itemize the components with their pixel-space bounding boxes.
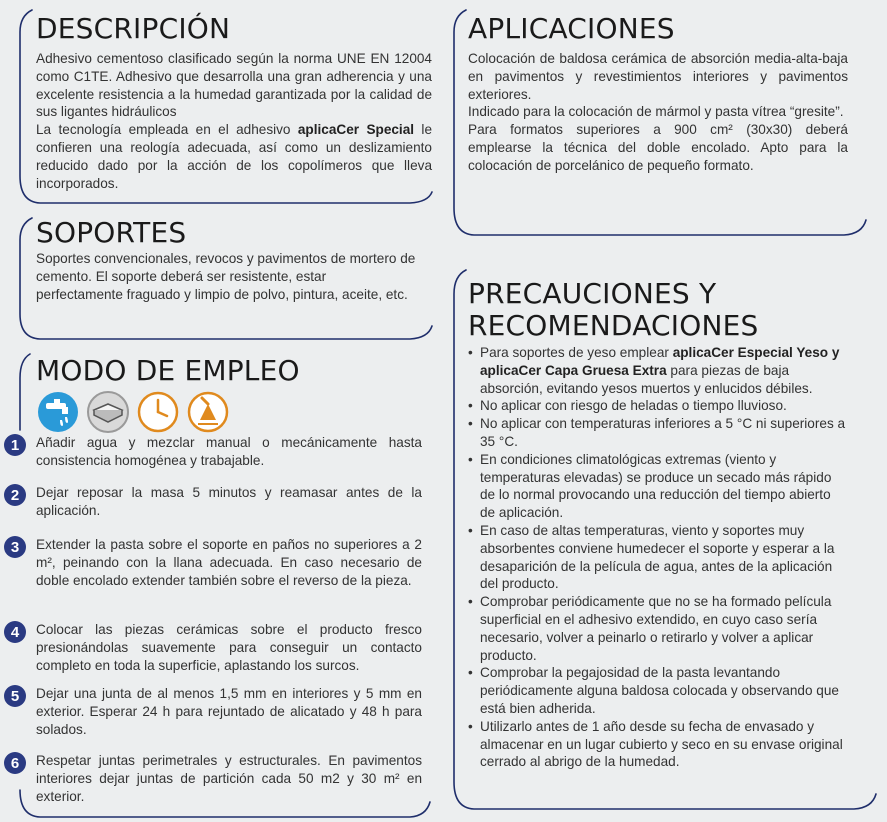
section-title: MODO DE EMPLEO	[36, 354, 300, 387]
bullet: •	[468, 416, 473, 432]
list-item	[468, 415, 848, 451]
descripcion-section	[18, 6, 438, 206]
aplicaciones-paragraph: Para formatos superiores a 900 cm² (30x30) deberá emplearse la técnica del doble encolado. Apto para la colocación de porcelánico de pequeño formato.	[468, 122, 848, 173]
step-text: Respetar juntas perimetrales y estructurales. En pavimentos interiores dejar juntas de partición cada 50 m2 y 30 m² en exterior.	[36, 753, 422, 804]
step-text: Añadir agua y mezclar manual o mecánicamente hasta consistencia homogénea y trabajable.	[36, 435, 422, 468]
step-number: 2	[4, 484, 26, 506]
step-item	[4, 621, 422, 674]
section-title: APLICACIONES	[468, 12, 675, 45]
step-number: 4	[4, 621, 26, 643]
bullet: •	[468, 345, 473, 360]
step-text: Colocar las piezas cerámicas sobre el producto fresco presionándolas suavemente para conseguir un contacto completo en toda la superficie, aplastando los surcos.	[36, 622, 422, 673]
brand-name: aplicaCer Especial Yeso y aplicaCer Capa Gruesa Extra	[480, 345, 840, 378]
step-text: Dejar reposar la masa 5 minutos y reamasar antes de la aplicación.	[36, 485, 422, 518]
text-span: La tecnología empleada en el adhesivo	[36, 122, 298, 138]
descripcion-text	[36, 50, 432, 192]
bullet: •	[468, 665, 473, 681]
modo-empleo-section	[0, 350, 440, 822]
precauciones-list	[468, 344, 848, 771]
step-number: 3	[4, 536, 26, 558]
step-item	[4, 434, 422, 470]
list-item-text: Utilizarlo antes de 1 año desde su fecha de envasado y almacenar en un lugar cubierto y seco en su envase original cerrado al abrigo de la humedad.	[480, 718, 843, 770]
step-number: 6	[4, 752, 26, 774]
aplicaciones-paragraph: Indicado para la colocación de mármol y pasta vítrea “gresite”.	[468, 104, 844, 120]
mixing-tray-icon	[86, 390, 130, 434]
step-text: Dejar una junta de al menos 1,5 mm en interiores y 5 mm en exterior. Esperar 24 h para rejuntado de alicatado y 48 h para solados.	[36, 686, 422, 737]
bullet: •	[468, 398, 473, 414]
step-item	[4, 484, 422, 520]
bullet: •	[468, 451, 473, 467]
usage-icons	[36, 390, 230, 434]
bullet: •	[468, 594, 473, 610]
list-item	[468, 718, 848, 771]
list-item-text: Comprobar la pegajosidad de la pasta levantando periódicamente alguna baldosa colocada y observando que está bien adherida.	[480, 665, 839, 716]
section-title: SOPORTES	[36, 216, 187, 249]
descripcion-paragraph-2	[36, 121, 432, 192]
aplicaciones-section	[452, 6, 872, 238]
list-item-text: No aplicar con riesgo de heladas o tiempo lluvioso.	[480, 398, 787, 414]
list-item	[468, 593, 848, 664]
bullet: •	[468, 522, 473, 538]
list-item	[468, 522, 848, 593]
soportes-section	[18, 214, 438, 342]
soportes-text: Soportes convencionales, revocos y pavimentos de mortero de cemento. El soporte deberá ser resistente, estar perfectamente fraguado y limpio de polvo, pintura, aceite, etc.	[36, 251, 416, 302]
aplicaciones-paragraph: Colocación de baldosa cerámica de absorción media-alta-baja en pavimentos y revestimientos interiores y pavimentos exteriores.	[468, 51, 848, 102]
list-item	[468, 344, 848, 397]
step-number: 1	[4, 434, 26, 456]
aplicaciones-text	[468, 50, 848, 175]
step-number: 5	[4, 685, 26, 707]
section-title: DESCRIPCIÓN	[36, 12, 231, 45]
list-item	[468, 397, 848, 415]
descripcion-paragraph: Adhesivo cementoso clasificado según la norma UNE EN 12004 como C1TE. Adhesivo que desarrolla una gran adherencia y una excelente resistencia a la humedad garantizada por la calidad de sus ligantes hidráulicos	[36, 51, 432, 120]
precauciones-section	[452, 262, 882, 814]
water-tap-icon	[36, 390, 80, 434]
text-span: le confieren una reología adecuada, así como un deslizamiento reducido dado por la acción de los copolímeros que lleva incorporados.	[36, 122, 433, 191]
section-title: PRECAUCIONES Y RECOMENDACIONES	[468, 277, 759, 342]
brand-name: aplicaCer Special	[297, 122, 415, 138]
step-item	[4, 685, 422, 738]
list-item-text: No aplicar con temperaturas inferiores a 5 °C ni superiores a 35 °C.	[480, 416, 846, 449]
clock-icon	[136, 390, 180, 434]
list-item-text: En caso de altas temperaturas, viento y soportes muy absorbentes conviene humedecer el soporte y esperar a la desaparición de la película de agua, antes de la aplicación del producto.	[480, 522, 835, 592]
trowel-icon	[186, 390, 230, 434]
list-item-text: En condiciones climatológicas extremas (viento y temperaturas elevadas) se produce un secado más rápido de lo normal provocando una reducción del tiempo abierto de aplicación.	[480, 451, 832, 521]
text-span: Para soportes de yeso emplear	[480, 345, 673, 360]
step-item	[4, 752, 422, 805]
list-item	[468, 451, 848, 522]
text-span: para piezas de baja absorción, evitando yesos muertos y enlucidos débiles.	[480, 362, 813, 396]
step-text: Extender la pasta sobre el soporte en paños no superiores a 2 m², peinando con la llana adecuada. En caso necesario de doble encolado extender también sobre el reverso de la pieza.	[36, 537, 422, 588]
list-item	[468, 664, 848, 717]
list-item-text: Comprobar periódicamente que no se ha formado película superficial en el adhesivo extendido, en cuyo caso sería necesario, volver a peinarlo o retirarlo y volver a aplicar producto.	[480, 594, 832, 663]
step-item	[4, 536, 422, 589]
bullet: •	[468, 718, 473, 734]
